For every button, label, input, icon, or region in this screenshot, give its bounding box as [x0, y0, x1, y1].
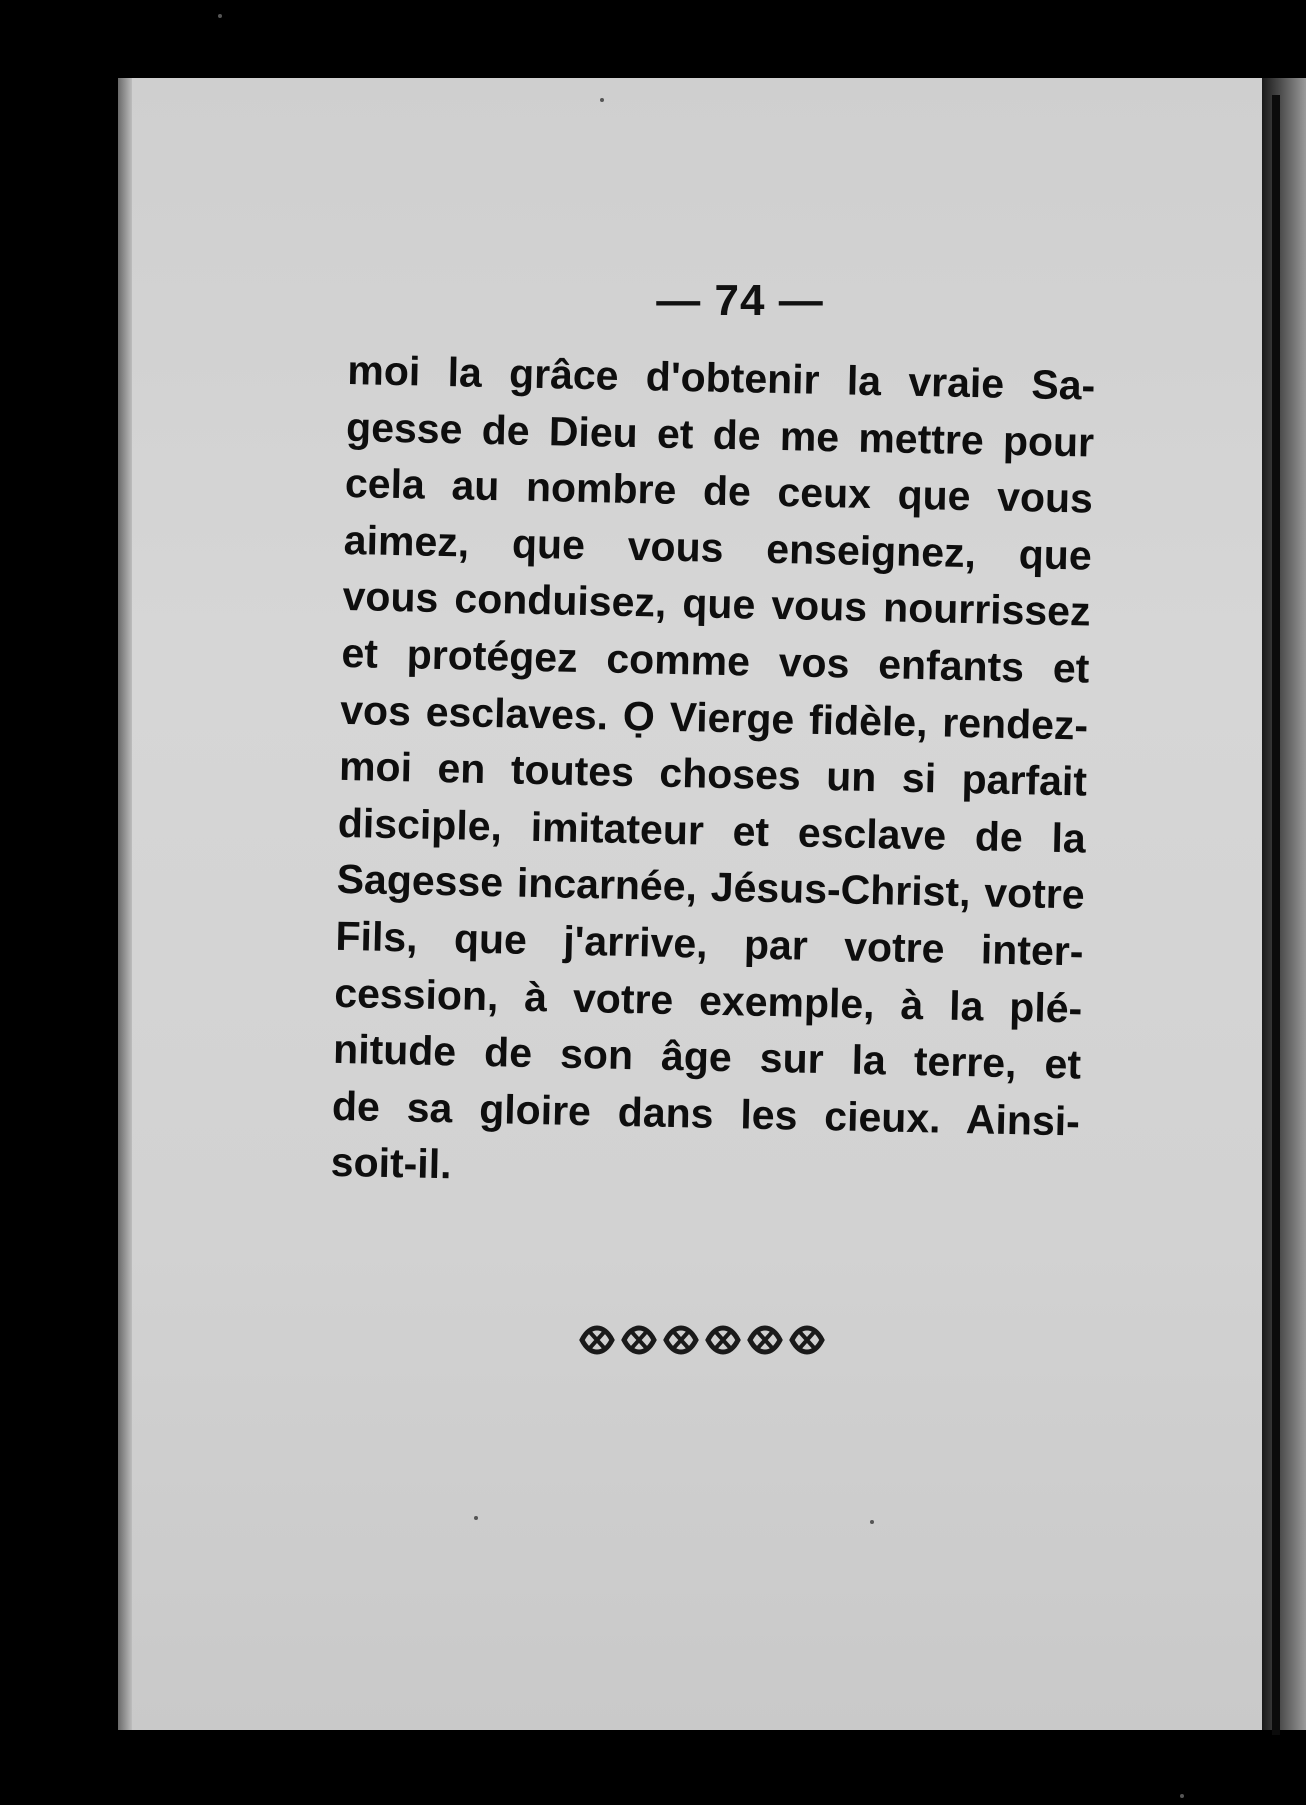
speck	[870, 1520, 874, 1524]
text-line: nitude de son âge sur la terre, et	[332, 1025, 1082, 1088]
text-line: de sa gloire dans les cieux. Ainsi-	[331, 1082, 1081, 1145]
speck	[474, 1516, 478, 1520]
text-line: vos esclaves. Ọ Vierge fidèle, rendez-	[339, 686, 1089, 749]
page-number: — 74 —	[656, 276, 824, 325]
text-line: gesse de Dieu et de me mettre pour	[345, 403, 1095, 466]
ornament-cross	[630, 1330, 648, 1350]
speck	[218, 14, 222, 18]
text-line: cession, à votre exemple, à la plé-	[333, 969, 1083, 1032]
text-line: moi la grâce d'obtenir la vraie Sa-	[346, 346, 1096, 409]
speck	[1180, 1794, 1184, 1798]
text-line: disciple, imitateur et esclave de la	[337, 799, 1087, 862]
ornament-cross	[798, 1330, 816, 1350]
text-line: soit-il.	[330, 1139, 452, 1188]
scroll-ornament-icon	[570, 1320, 850, 1360]
page-fold-line	[1272, 95, 1280, 1735]
text-line: vous conduisez, que vous nourrissez	[342, 573, 1091, 635]
ornament-cross	[756, 1330, 774, 1350]
text-line: cela au nombre de ceux que vous	[344, 460, 1094, 522]
page-left-edge	[118, 78, 132, 1730]
ornament-cross	[672, 1330, 690, 1350]
ornament-cross	[714, 1330, 732, 1350]
ornament-cross	[588, 1330, 606, 1350]
text-line: moi en toutes choses un si parfait	[338, 743, 1088, 805]
body-text	[330, 342, 1108, 1207]
text-line: aimez, que vous enseignez, que	[343, 516, 1093, 579]
text-line: et protégez comme vos enfants et	[341, 629, 1090, 692]
speck	[600, 98, 604, 102]
text-line: Fils, que j'arrive, par votre inter-	[335, 912, 1084, 975]
page-fold-shadow	[1262, 78, 1306, 1730]
text-line: Sagesse incarnée, Jésus-Christ, votre	[336, 856, 1086, 918]
